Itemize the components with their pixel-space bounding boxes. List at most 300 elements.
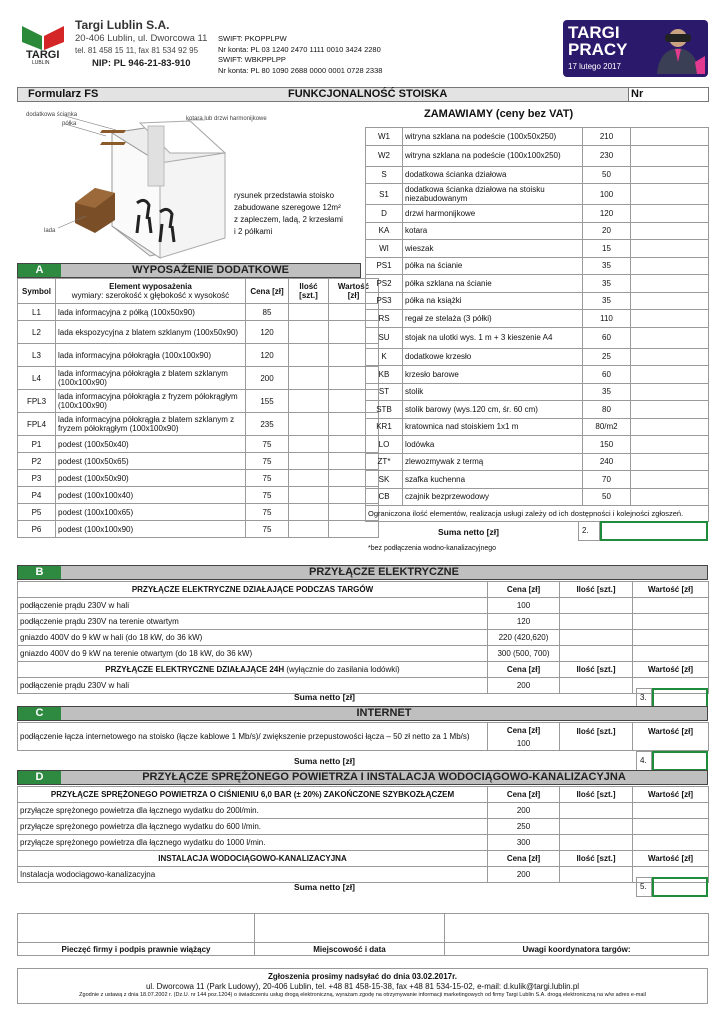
qty-input[interactable]: [560, 803, 633, 819]
logo-text: TARGI: [26, 49, 60, 61]
event-title-2: PRACY: [568, 40, 628, 59]
qty-input[interactable]: [289, 453, 329, 470]
drawing-caption-line: rysunek przedstawia stoisko: [234, 191, 335, 200]
col-value: Wartość [zł]: [633, 851, 709, 867]
row-price: 155: [246, 390, 289, 413]
row-name: podest (100x100x65): [56, 504, 246, 521]
col-qty: Ilość [szt.]: [560, 851, 633, 867]
row-name: podest (100x100x90): [56, 521, 246, 538]
row-name: półka na ścianie: [403, 257, 583, 275]
qty-input[interactable]: [631, 488, 709, 506]
row-price: 75: [246, 521, 289, 538]
section-b-letter: B: [18, 566, 61, 579]
table-row: [366, 418, 709, 436]
form-title: FUNKCJONALNOŚĆ STOISKA: [288, 88, 448, 100]
col-value: Wartość [zł]: [633, 787, 709, 803]
col-qty: Ilość [szt.]: [560, 787, 633, 803]
drawing-caption-line: z zapleczem, ladą, 2 krzesłami: [234, 215, 343, 224]
row-price: 60: [583, 366, 631, 384]
qty-input[interactable]: [289, 321, 329, 344]
air-water-sum-label: Suma netto [zł]: [294, 882, 355, 892]
order-title: ZAMAWIAMY (ceny bez VAT): [424, 108, 574, 120]
row-name: zlewozmywak z termą: [403, 453, 583, 471]
table-row: [366, 401, 709, 419]
table-row: [366, 327, 709, 348]
qty-input[interactable]: [631, 257, 709, 275]
row-name: dodatkowa ścianka działowa: [403, 166, 583, 184]
row-price: 80/m2: [583, 418, 631, 436]
order-sum-field[interactable]: [600, 521, 708, 541]
row-price: 85: [246, 304, 289, 321]
row-symbol: PS3: [366, 292, 403, 310]
section-c-title: INTERNET: [356, 707, 412, 719]
qty-input[interactable]: [560, 678, 633, 694]
row-price: 100: [583, 184, 631, 205]
row-symbol: L2: [18, 321, 56, 344]
qty-input[interactable]: [631, 310, 709, 328]
section-a-title: WYPOSAŻENIE DODATKOWE: [132, 264, 289, 276]
col-price: Cena [zł]: [488, 851, 560, 867]
row-price: 100: [488, 598, 560, 614]
row-name: podest (100x50x65): [56, 453, 246, 470]
qty-input[interactable]: [631, 205, 709, 223]
logo-subtext: LUBLIN: [32, 60, 50, 66]
internet-qty-input[interactable]: [562, 736, 630, 746]
section-b-header: [17, 565, 708, 580]
table-row: [366, 366, 709, 384]
drawing-caption: [234, 190, 343, 238]
electric-sum-label: Suma netto [zł]: [294, 692, 355, 702]
col-value: Wartość [zł]: [329, 279, 379, 304]
bank-line-1: SWIFT: PKOPPLPW: [218, 34, 287, 43]
row-name: dodatkowa ścianka działowa na stoisku niezabudowanym: [403, 184, 583, 205]
row-price: 300: [488, 835, 560, 851]
place-label: Miejscowość i data: [255, 943, 445, 956]
row-name: lada informacyjna z półką (100x50x90): [56, 304, 246, 321]
row-symbol: K: [366, 348, 403, 366]
electric-head-2: [18, 662, 488, 678]
qty-input[interactable]: [631, 166, 709, 184]
section-d-title: PRZYŁĄCZE SPRĘŻONEGO POWIETRZA I INSTALACJA WODOCIĄGOWO-KANALIZACYJNA: [142, 771, 626, 783]
qty-input[interactable]: [631, 383, 709, 401]
row-name: lada informacyjna półokrągła z blatem szklanym (100x100x90): [56, 367, 246, 390]
row-name: lada informacyjna półokrągła (100x100x90): [56, 344, 246, 367]
table-row: [366, 128, 709, 146]
row-name: stolik barowy (wys.120 cm, śr. 60 cm): [403, 401, 583, 419]
qty-input[interactable]: [289, 344, 329, 367]
col-value: Wartość [zł]: [633, 582, 709, 598]
qty-input[interactable]: [631, 327, 709, 348]
row-price: 70: [583, 471, 631, 489]
coordinator-field[interactable]: [445, 914, 709, 943]
col-price: Cena [zł]: [246, 279, 289, 304]
qty-input[interactable]: [631, 128, 709, 146]
table-row: [18, 803, 709, 819]
qty-input[interactable]: [560, 630, 633, 646]
qty-input[interactable]: [631, 471, 709, 489]
row-price: 35: [583, 383, 631, 401]
row-price: 300 (500, 700): [488, 646, 560, 662]
row-price: 60: [583, 327, 631, 348]
event-banner: [563, 20, 708, 77]
row-symbol: FPL3: [18, 390, 56, 413]
equipment-table: [17, 278, 379, 538]
table-row: [366, 310, 709, 328]
col-element: [56, 279, 246, 304]
row-price: 150: [583, 436, 631, 454]
internet-sum-field[interactable]: [652, 751, 708, 771]
table-row: [366, 145, 709, 166]
place-field[interactable]: [255, 914, 445, 943]
row-price: 50: [583, 488, 631, 506]
row-name: witryna szklana na podeście (100x50x250): [403, 128, 583, 146]
row-name: lada ekspozycyjna z blatem szklanym (100x50x90): [56, 321, 246, 344]
qty-input[interactable]: [560, 867, 633, 883]
row-name: lodówka: [403, 436, 583, 454]
table-row: [18, 867, 709, 883]
air-water-sum-number: 5.: [636, 877, 652, 897]
row-name: wieszak: [403, 240, 583, 258]
row-symbol: S: [366, 166, 403, 184]
section-a-header: [17, 263, 361, 278]
qty-input[interactable]: [631, 145, 709, 166]
row-symbol: PS2: [366, 275, 403, 293]
row-name: kotara: [403, 222, 583, 240]
order-note: Ograniczona ilość elementów, realizacja usługi zależy od ich dostępności i kolejności zgłoszeń.: [366, 506, 709, 522]
qty-input[interactable]: [560, 819, 633, 835]
row-symbol: KA: [366, 222, 403, 240]
qty-input[interactable]: [560, 646, 633, 662]
drawing-caption-line: i 2 półkami: [234, 227, 273, 236]
qty-input[interactable]: [560, 835, 633, 851]
air-water-table: [17, 786, 709, 883]
value-input[interactable]: [633, 646, 709, 662]
electric-head-1: PRZYŁĄCZE ELEKTRYCZNE DZIAŁAJĄCE PODCZAS TARGÓW: [18, 582, 488, 598]
qty-input[interactable]: [631, 184, 709, 205]
col-element-title: Element wyposażenia: [109, 282, 192, 291]
row-name: podłączenie prądu 230V w hali: [18, 598, 488, 614]
qty-input[interactable]: [631, 275, 709, 293]
qty-input[interactable]: [289, 504, 329, 521]
electric-rows-1: [18, 598, 709, 662]
row-price: 15: [583, 240, 631, 258]
qty-input[interactable]: [631, 240, 709, 258]
stamp-field[interactable]: [18, 914, 255, 943]
row-name: podest (100x50x90): [56, 470, 246, 487]
row-name: stojak na ulotki wys. 1 m + 3 kieszenie A4: [403, 327, 583, 348]
row-price: 75: [246, 436, 289, 453]
table-row: [18, 646, 709, 662]
electric-table: [17, 581, 709, 694]
row-symbol: KR1: [366, 418, 403, 436]
table-row: [18, 630, 709, 646]
company-nip: NIP: PL 946-21-83-910: [92, 58, 191, 69]
row-name: regał ze stelaża (3 półki): [403, 310, 583, 328]
drawing-caption-line: zabudowane szeregowe 12m²: [234, 203, 341, 212]
table-row: [18, 344, 379, 367]
row-symbol: W1: [366, 128, 403, 146]
water-rows: [18, 867, 709, 883]
event-date: 17 lutego 2017: [568, 62, 621, 71]
row-name: lada informacyjna półokrągła z fryzem półokrągłym (100x100x90): [56, 390, 246, 413]
electric-head-2-note: (wyłącznie do zasilania lodówki): [286, 665, 400, 674]
row-symbol: ZT*: [366, 453, 403, 471]
bank-line-4: Nr konta: PL 80 1090 2688 0000 0001 0728 2338: [218, 66, 383, 75]
table-row: [18, 819, 709, 835]
value-input[interactable]: [633, 819, 709, 835]
qty-input[interactable]: [289, 413, 329, 436]
table-row: [18, 453, 379, 470]
value-input[interactable]: [633, 598, 709, 614]
drawing-label-wall: dodatkowa ścianka: [26, 112, 78, 118]
row-price: 250: [488, 819, 560, 835]
col-value: Wartość [zł]: [647, 727, 694, 736]
col-element-sub: wymiary: szerokość x głębokość x wysokość: [71, 291, 230, 300]
signature-table: [17, 913, 709, 956]
internet-sum-number: 4.: [636, 751, 652, 771]
company-logo: [20, 22, 68, 66]
table-row: [18, 678, 709, 694]
col-price: Cena [zł]: [506, 725, 541, 735]
qty-input[interactable]: [631, 418, 709, 436]
air-rows: [18, 803, 709, 851]
order-rows: [366, 128, 709, 506]
table-row: [366, 348, 709, 366]
row-price: 50: [583, 166, 631, 184]
table-row: [366, 292, 709, 310]
table-row: [366, 453, 709, 471]
table-row: [366, 471, 709, 489]
qty-input[interactable]: [289, 367, 329, 390]
table-row: [366, 166, 709, 184]
row-price: 200: [488, 803, 560, 819]
row-symbol: D: [366, 205, 403, 223]
section-a-letter: A: [18, 264, 61, 277]
table-row: [18, 367, 379, 390]
section-c-letter: C: [18, 707, 61, 720]
table-row: [366, 488, 709, 506]
form-bar: [17, 87, 709, 102]
row-price: 210: [583, 128, 631, 146]
qty-input[interactable]: [289, 436, 329, 453]
equipment-rows: [18, 304, 379, 538]
order-table: [365, 127, 709, 522]
value-input[interactable]: [633, 835, 709, 851]
footer-contact: ul. Dworcowa 11 (Park Ludowy), 20-406 Lublin, tel. +48 81 458-15-38, fax +48 81 534-15-02, e-mail: d.kulik@targi.lublin.pl: [145, 982, 580, 991]
section-d-letter: D: [18, 771, 61, 784]
row-price: 110: [583, 310, 631, 328]
company-name: Targi Lublin S.A.: [75, 18, 170, 32]
order-footnote: *bez podłączenia wodno-kanalizacyjnego: [368, 545, 497, 552]
row-name: podest (100x100x40): [56, 487, 246, 504]
row-symbol: SU: [366, 327, 403, 348]
row-symbol: STB: [366, 401, 403, 419]
value-input[interactable]: [329, 521, 379, 538]
qty-input[interactable]: [560, 614, 633, 630]
row-symbol: L1: [18, 304, 56, 321]
table-row: [18, 436, 379, 453]
row-name: gniazdo 400V do 9 kW w hali (do 18 kW, do 36 kW): [18, 630, 488, 646]
row-symbol: L3: [18, 344, 56, 367]
row-name: półka na książki: [403, 292, 583, 310]
stand-drawing: [20, 108, 350, 263]
row-symbol: P5: [18, 504, 56, 521]
row-price: 220 (420,620): [488, 630, 560, 646]
row-name: drzwi harmonijkowe: [403, 205, 583, 223]
row-price: 120: [488, 614, 560, 630]
qty-input[interactable]: [631, 366, 709, 384]
row-symbol: S1: [366, 184, 403, 205]
table-row: [366, 257, 709, 275]
air-head: PRZYŁĄCZE SPRĘŻONEGO POWIETRZA O CIŚNIENIU 6,0 BAR (± 20%) ZAKOŃCZONE SZYBKOZŁĄCZEM: [18, 787, 488, 803]
row-name: czajnik bezprzewodowy: [403, 488, 583, 506]
air-water-sum-field[interactable]: [652, 877, 708, 897]
drawing-label-shelf: półka: [62, 121, 77, 127]
logo-mark-icon: [20, 22, 68, 52]
row-name: dodatkowe krzesło: [403, 348, 583, 366]
table-row: [366, 184, 709, 205]
qty-input[interactable]: [289, 390, 329, 413]
row-symbol: WI: [366, 240, 403, 258]
value-input[interactable]: [633, 803, 709, 819]
row-symbol: LO: [366, 436, 403, 454]
col-qty: Ilość [szt.]: [560, 582, 633, 598]
row-symbol: P2: [18, 453, 56, 470]
col-symbol: Symbol: [18, 279, 56, 304]
table-row: [18, 835, 709, 851]
qty-input[interactable]: [289, 470, 329, 487]
coordinator-label: Uwagi koordynatora targów:: [445, 943, 709, 956]
table-row: [18, 321, 379, 344]
row-symbol: P4: [18, 487, 56, 504]
electric-sum-number: 3.: [636, 688, 652, 708]
internet-value-input[interactable]: [635, 736, 706, 746]
row-price: 200: [246, 367, 289, 390]
row-symbol: FPL4: [18, 413, 56, 436]
col-value: Wartość [zł]: [633, 662, 709, 678]
row-price: 235: [246, 413, 289, 436]
row-price: 35: [583, 257, 631, 275]
col-price: Cena [zł]: [488, 582, 560, 598]
row-price: 75: [246, 487, 289, 504]
footer-legal: Zgodnie z ustawą z dnia 18.07.2002 r. (Dz.U. nr 144 poz.1204) o świadczeniu usług drogą elektroniczną, wyrażam zgodę na otrzymywanie informacji marketingowych od firmy Targi Lublin S.A. drogą elektroniczną na w/w adres e-mail: [79, 992, 646, 998]
qty-input[interactable]: [631, 292, 709, 310]
form-number-label: Nr: [628, 88, 708, 101]
row-symbol: ST: [366, 383, 403, 401]
col-qty: Ilość [szt.]: [289, 279, 329, 304]
table-row: [18, 614, 709, 630]
col-qty: Ilość [szt.]: [576, 727, 616, 736]
qty-input[interactable]: [560, 598, 633, 614]
col-price: Cena [zł]: [488, 787, 560, 803]
row-symbol: P6: [18, 521, 56, 538]
col-qty: Ilość [szt.]: [560, 662, 633, 678]
row-name: przyłącze sprężonego powietrza dla łącznego wydatku do 200l/min.: [18, 803, 488, 819]
order-sum-number: 2.: [578, 521, 600, 541]
drawing-label-counter: lada: [44, 228, 56, 234]
company-address: 20-406 Lublin, ul. Dworcowa 11: [75, 33, 208, 44]
section-d-header: [17, 770, 708, 785]
table-row: [18, 487, 379, 504]
event-title-1: TARGI: [568, 23, 620, 42]
qty-input[interactable]: [631, 436, 709, 454]
row-symbol: P3: [18, 470, 56, 487]
row-price: 200: [488, 867, 560, 883]
row-name: przyłącze sprężonego powietrza dla łącznego wydatku do 1000 l/min.: [18, 835, 488, 851]
row-name: szafka kuchenna: [403, 471, 583, 489]
row-name: witryna szklana na podeście (100x100x250): [403, 145, 583, 166]
row-name: Instalacja wodociągowo-kanalizacyjna: [18, 867, 488, 883]
table-row: [366, 222, 709, 240]
table-row: [18, 413, 379, 436]
table-row: [366, 436, 709, 454]
form-code: Formularz FS: [28, 88, 99, 100]
row-price: 200: [488, 678, 560, 694]
bank-line-3: SWIFT: WBKPPLPP: [218, 55, 286, 64]
qty-input[interactable]: [631, 348, 709, 366]
row-symbol: L4: [18, 367, 56, 390]
company-phone: tel. 81 458 15 11, fax 81 534 92 95: [75, 46, 199, 55]
internet-table: [17, 722, 709, 751]
drawing-label-door: kotara lub drzwi harmonijkowe: [186, 116, 267, 122]
row-name: przyłącze sprężonego powietrza dla łącznego wydatku do 600 l/min.: [18, 819, 488, 835]
qty-input[interactable]: [289, 487, 329, 504]
internet-price: 100: [516, 738, 531, 748]
row-price: 230: [583, 145, 631, 166]
row-symbol: CB: [366, 488, 403, 506]
electric-head-2-text: PRZYŁĄCZE ELEKTRYCZNE DZIAŁAJĄCE 24H: [105, 665, 285, 674]
table-row: [18, 504, 379, 521]
table-row: [18, 304, 379, 321]
electric-rows-2: [18, 678, 709, 694]
internet-row: podłączenie łącza internetowego na stoisko (łącze kablowe 1 Mb/s)/ zwiększenie przepustowości łącza – 50 zł netto za 1 Mb/s): [18, 723, 488, 751]
row-price: 80: [583, 401, 631, 419]
row-price: 240: [583, 453, 631, 471]
table-row: [366, 205, 709, 223]
row-price: 25: [583, 348, 631, 366]
row-symbol: SK: [366, 471, 403, 489]
footer-deadline: Zgłoszenia prosimy nadsyłać do dnia 03.02.2017r.: [268, 972, 457, 981]
row-symbol: KB: [366, 366, 403, 384]
businessman-binoculars-icon: [651, 24, 705, 74]
bank-line-2: Nr konta: PL 03 1240 2470 1111 0010 3424 2280: [218, 45, 381, 54]
qty-input[interactable]: [631, 401, 709, 419]
row-name: podest (100x50x40): [56, 436, 246, 453]
qty-input[interactable]: [289, 304, 329, 321]
row-symbol: P1: [18, 436, 56, 453]
qty-input[interactable]: [289, 521, 329, 538]
section-c-header: [17, 706, 708, 721]
row-price: 120: [583, 205, 631, 223]
internet-qty-cell: [560, 723, 633, 751]
table-row: [18, 390, 379, 413]
value-input[interactable]: [633, 614, 709, 630]
value-input[interactable]: [633, 630, 709, 646]
row-price: 20: [583, 222, 631, 240]
row-name: gniazdo 400V do 9 kW na terenie otwartym (do 18 kW, do 36 kW): [18, 646, 488, 662]
electric-sum-field[interactable]: [652, 688, 708, 708]
row-price: 75: [246, 453, 289, 470]
row-symbol: PS1: [366, 257, 403, 275]
order-sum-label: Suma netto [zł]: [438, 527, 499, 537]
internet-price-cell: [488, 723, 560, 751]
qty-input[interactable]: [631, 222, 709, 240]
row-name: krzesło barowe: [403, 366, 583, 384]
stamp-label: Pieczęć firmy i podpis prawnie wiążący: [18, 943, 255, 956]
qty-input[interactable]: [631, 453, 709, 471]
table-row: [366, 275, 709, 293]
row-name: podłączenie prądu 230V w hali: [18, 678, 488, 694]
